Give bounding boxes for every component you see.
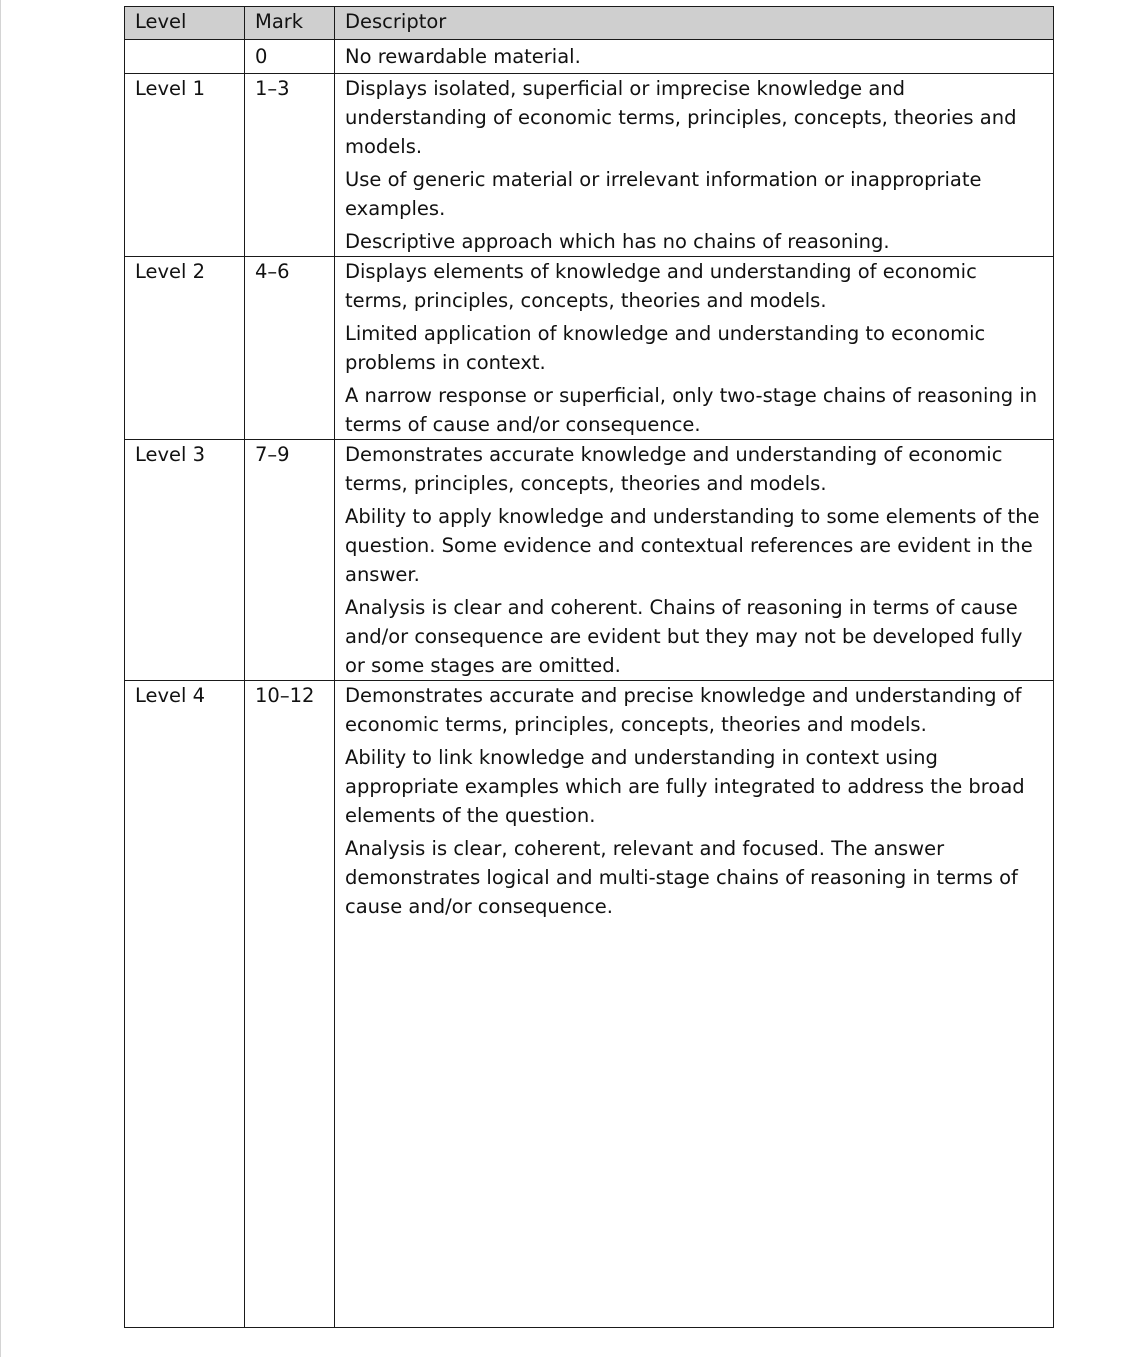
descriptor-text: Use of generic material or irrelevant information or inappropriate examples. [345,168,982,220]
descriptor-text: Displays elements of knowledge and understanding of economic terms, principles, concepts, theories and models. [345,260,977,312]
level-cell [125,40,245,74]
header-row [125,7,1054,40]
descriptor-text: Analysis is clear and coherent. Chains of reasoning in terms of cause and/or consequence are evident but they may not be developed fully or some stages are omitted. [345,596,1023,677]
descriptor-text: Analysis is clear, coherent, relevant and focused. The answer demonstrates logical and multi-stage chains of reasoning in terms of cause and/or consequence. [345,837,1018,918]
descriptor-text: Displays isolated, superficial or imprecise knowledge and understanding of economic terms, principles, concepts, theories and models. [345,77,1017,158]
descriptor-cell [335,74,1054,257]
descriptor-text: Demonstrates accurate knowledge and understanding of economic terms, principles, concepts, theories and models. [345,443,1003,495]
table-row [125,74,1054,257]
descriptor-text: Limited application of knowledge and understanding to economic problems in context. [345,322,986,374]
descriptor-cell [335,40,1054,74]
level-cell: Level 2 [125,257,245,440]
mark-cell: 10–12 [245,681,335,1328]
descriptor-text: Ability to link knowledge and understanding in context using appropriate examples which are fully integrated to address the broad elements of the question. [345,746,1025,827]
descriptor-cell [335,257,1054,440]
header-level: Level [125,7,245,40]
descriptor-text: A narrow response or superficial, only two-stage chains of reasoning in terms of cause and/or consequence. [345,384,1038,436]
table-row [125,40,1054,74]
level-cell: Level 4 [125,681,245,1328]
descriptor-cell [335,440,1054,681]
table-row [125,681,1054,1328]
descriptor-text: No rewardable material. [345,45,581,68]
table-row [125,257,1054,440]
mark-cell: 0 [245,40,335,74]
mark-scheme-table [124,6,1054,1328]
level-cell: Level 1 [125,74,245,257]
level-cell: Level 3 [125,440,245,681]
table-row [125,440,1054,681]
descriptor-text: Ability to apply knowledge and understanding to some elements of the question. Some evidence and contextual references are evident in the answer. [345,505,1040,586]
descriptor-text: Descriptive approach which has no chains of reasoning. [345,230,890,253]
descriptor-cell [335,681,1054,1328]
header-descriptor: Descriptor [335,7,1054,40]
header-mark: Mark [245,7,335,40]
mark-cell: 4–6 [245,257,335,440]
descriptor-text: Demonstrates accurate and precise knowledge and understanding of economic terms, principles, concepts, theories and models. [345,684,1022,736]
page-edge-rule [0,0,1,1357]
mark-cell: 7–9 [245,440,335,681]
mark-cell: 1–3 [245,74,335,257]
